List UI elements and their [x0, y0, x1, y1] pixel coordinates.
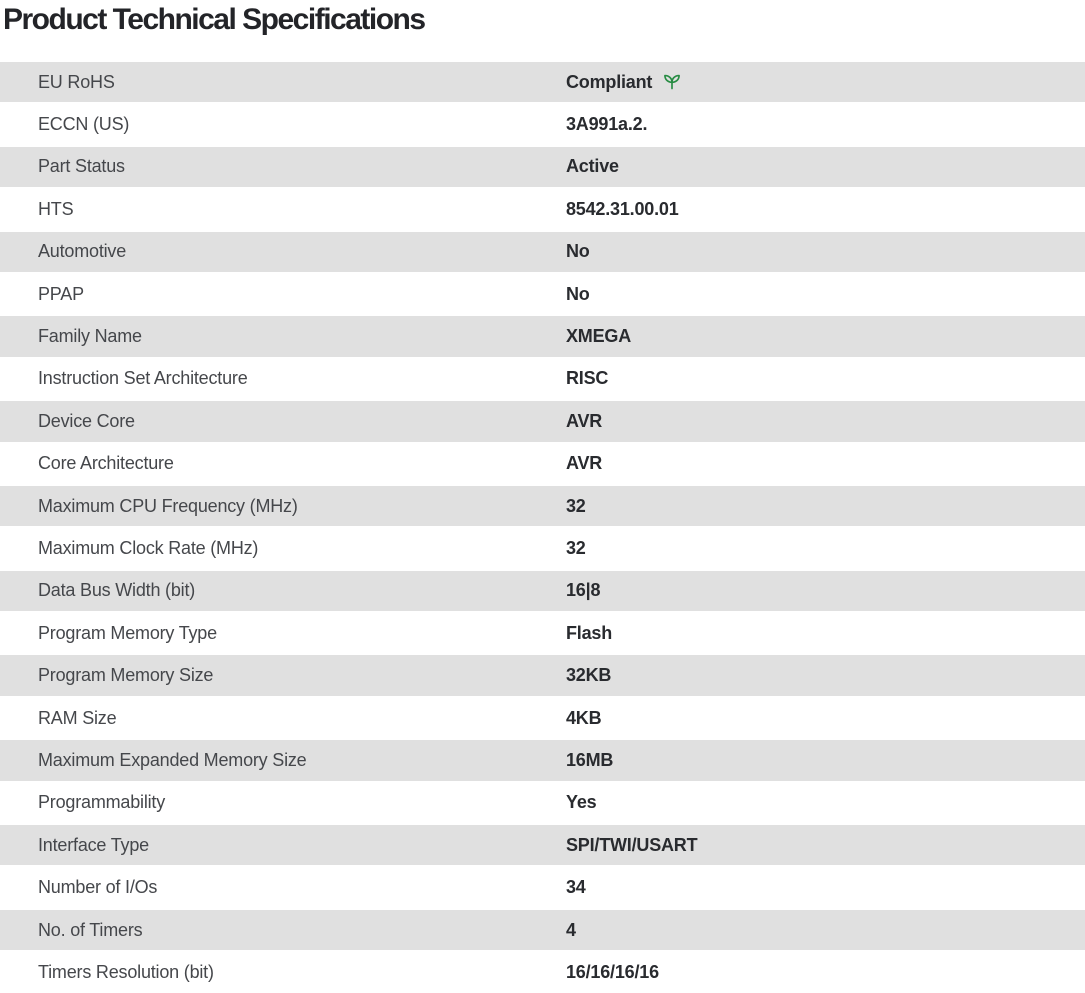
- table-row: [0, 62, 1085, 104]
- spec-value-cell: [566, 538, 586, 559]
- spec-value-cell: [566, 114, 647, 135]
- table-row: [0, 825, 1085, 867]
- table-row: [0, 655, 1085, 697]
- table-row: [0, 867, 1085, 909]
- spec-value-cell: [566, 326, 631, 347]
- spec-value: Active: [566, 156, 619, 177]
- spec-value: No: [566, 283, 590, 304]
- spec-label: Programmability: [38, 792, 166, 813]
- spec-label: Maximum CPU Frequency (MHz): [38, 495, 298, 516]
- table-row: [0, 486, 1085, 528]
- table-row: [0, 189, 1085, 231]
- spec-value-cell: [566, 156, 619, 177]
- table-row: [0, 952, 1085, 993]
- table-row: [0, 613, 1085, 655]
- spec-table: [0, 62, 1085, 993]
- spec-value: 32: [566, 537, 586, 558]
- spec-label: HTS: [38, 198, 74, 219]
- table-row: [0, 740, 1085, 782]
- spec-value-cell: [566, 962, 659, 983]
- spec-value: 3A991a.2.: [566, 114, 648, 135]
- spec-label: Family Name: [38, 326, 142, 347]
- spec-value: 8542.31.00.01: [566, 198, 679, 219]
- spec-value: 16/16/16/16: [566, 961, 659, 982]
- page-title: Product Technical Specifications: [3, 3, 425, 36]
- spec-value-cell: [566, 623, 612, 644]
- spec-label: RAM Size: [38, 707, 117, 728]
- leaf-icon[interactable]: [662, 71, 682, 91]
- spec-value-cell: [566, 284, 590, 305]
- spec-value: 32KB: [566, 665, 612, 686]
- spec-value-cell: [566, 835, 697, 856]
- spec-value-cell: [566, 241, 590, 262]
- spec-value-cell: [566, 750, 613, 771]
- spec-label: EU RoHS: [38, 71, 115, 92]
- spec-label: Device Core: [38, 410, 135, 431]
- spec-label: No. of Timers: [38, 919, 143, 940]
- table-row: [0, 444, 1085, 486]
- spec-value: AVR: [566, 453, 603, 474]
- spec-value: SPI/TWI/USART: [566, 834, 698, 855]
- spec-label: PPAP: [38, 283, 84, 304]
- spec-value: 32: [566, 495, 586, 516]
- spec-value: 16|8: [566, 580, 601, 601]
- table-row: [0, 359, 1085, 401]
- table-row: [0, 316, 1085, 358]
- table-row: [0, 274, 1085, 316]
- spec-value-cell: [566, 368, 608, 389]
- spec-value: XMEGA: [566, 326, 632, 347]
- spec-value-cell: [566, 411, 602, 432]
- table-row: [0, 910, 1085, 952]
- table-row: [0, 147, 1085, 189]
- spec-label: Interface Type: [38, 834, 149, 855]
- spec-value-cell: [566, 72, 682, 93]
- spec-value: 16MB: [566, 749, 614, 770]
- table-row: [0, 698, 1085, 740]
- table-row: [0, 783, 1085, 825]
- spec-label: ECCN (US): [38, 114, 130, 135]
- spec-label: Part Status: [38, 156, 125, 177]
- spec-label: Instruction Set Architecture: [38, 368, 248, 389]
- spec-label: Program Memory Type: [38, 622, 217, 643]
- table-row: [0, 528, 1085, 570]
- spec-value-cell: [566, 199, 679, 220]
- spec-value-cell: [566, 877, 586, 898]
- spec-value-cell: [566, 920, 576, 941]
- spec-value: 34: [566, 877, 586, 898]
- spec-value-cell: [566, 665, 611, 686]
- spec-value-cell: [566, 708, 601, 729]
- spec-label: Automotive: [38, 241, 127, 262]
- spec-value-cell: [566, 792, 596, 813]
- spec-label: Data Bus Width (bit): [38, 580, 196, 601]
- spec-label: Core Architecture: [38, 453, 174, 474]
- spec-value-cell: [566, 496, 586, 517]
- spec-value-cell: [566, 580, 600, 601]
- spec-label: Maximum Clock Rate (MHz): [38, 537, 259, 558]
- table-row: [0, 232, 1085, 274]
- spec-value: Compliant: [566, 71, 653, 92]
- spec-value: Flash: [566, 622, 613, 643]
- spec-value: RISC: [566, 368, 609, 389]
- table-row: [0, 571, 1085, 613]
- spec-value: 4: [566, 919, 576, 940]
- spec-value: No: [566, 241, 590, 262]
- spec-label: Number of I/Os: [38, 877, 158, 898]
- table-row: [0, 401, 1085, 443]
- spec-value: 4KB: [566, 707, 602, 728]
- spec-value: AVR: [566, 410, 603, 431]
- spec-label: Maximum Expanded Memory Size: [38, 749, 307, 770]
- spec-value: Yes: [566, 792, 597, 813]
- table-row: [0, 104, 1085, 146]
- spec-label: Timers Resolution (bit): [38, 961, 214, 982]
- header: [0, 0, 1085, 62]
- spec-label: Program Memory Size: [38, 665, 214, 686]
- spec-value-cell: [566, 453, 602, 474]
